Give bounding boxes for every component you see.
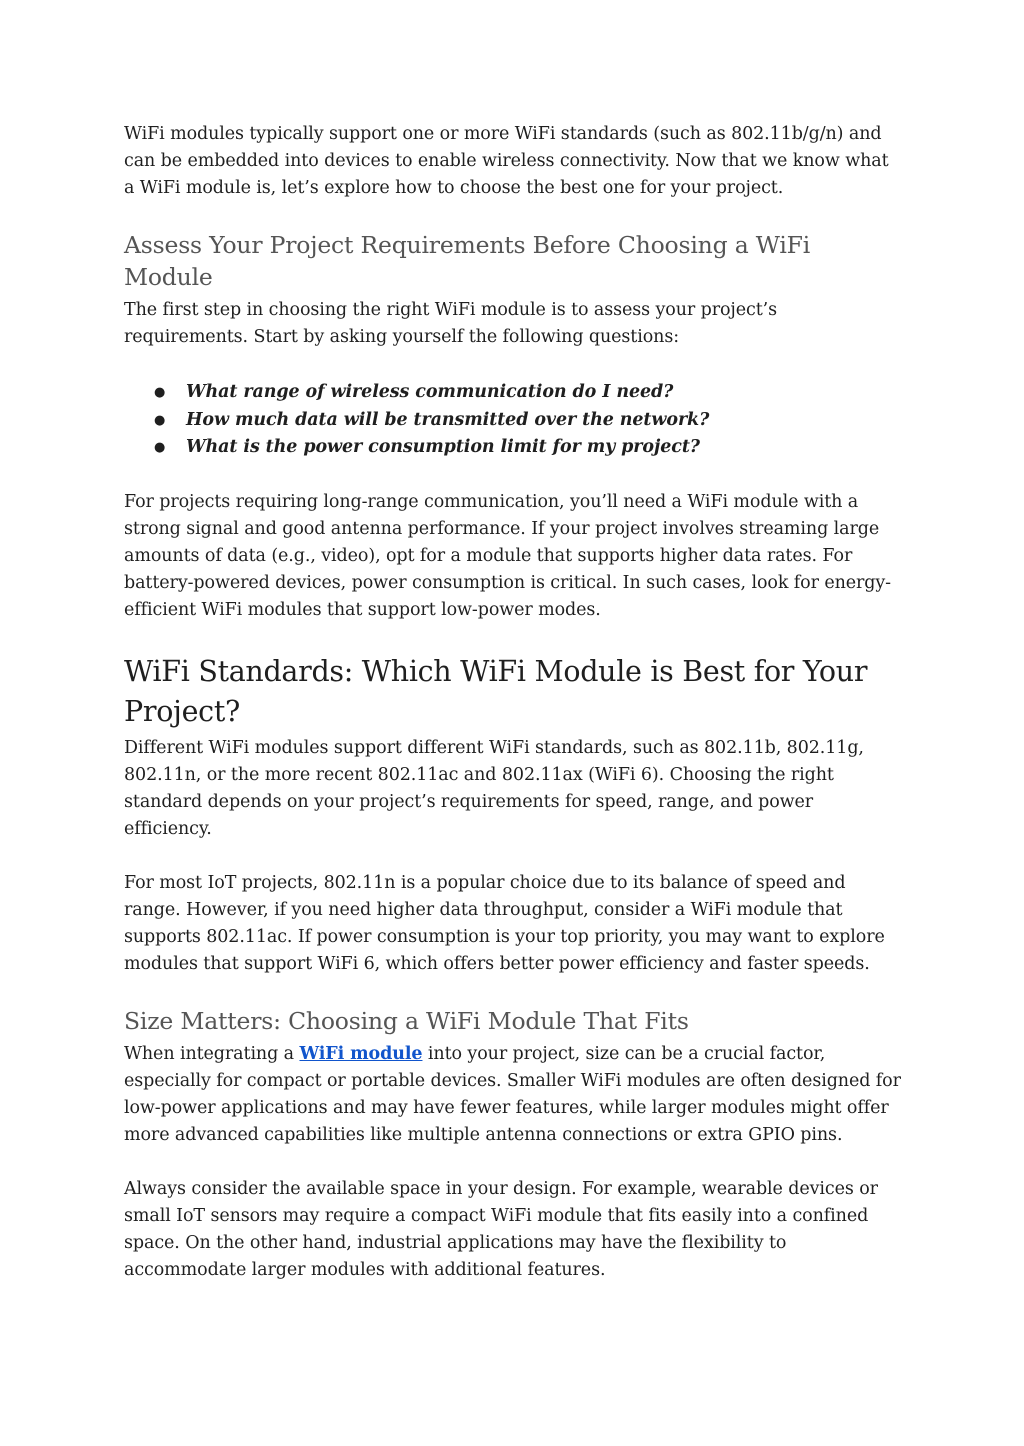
wifi-module-link[interactable]: WiFi module	[299, 1043, 423, 1064]
assess-paragraph: The first step in choosing the right WiFi module is to assess your project’s requirements. Start by asking yourself the following questions:	[124, 300, 777, 347]
bullet-icon: ●	[154, 440, 166, 455]
list-item: ● What range of wireless communication do I need?	[124, 379, 904, 407]
list-item: ● What is the power consumption limit for my project?	[124, 434, 904, 462]
standards-heading: WiFi Standards: Which WiFi Module is Best for Your Project?	[124, 654, 868, 728]
size-paragraph-1: When integrating a WiFi module into your project, size can be a crucial factor, especially for compact or portable devices. Smaller WiFi modules are often designed for low-power applications and may have fewer features, while larger modules might offer more advanced capabilities like multiple antenna connections or extra GPIO pins.	[124, 1043, 901, 1145]
standards-paragraph-2: For most IoT projects, 802.11n is a popular choice due to its balance of speed and range. However, if you need higher data throughput, consider a WiFi module that supports 802.11ac. If power consumption is your top priority, you may want to explore modules that support WiFi 6, which offers better power efficiency and faster speeds.	[124, 872, 885, 974]
document-page	[124, 121, 904, 1284]
size-heading: Size Matters: Choosing a WiFi Module That Fits	[124, 1006, 689, 1035]
bullet-icon: ●	[154, 385, 166, 400]
assess-paragraph-2: For projects requiring long-range communication, you’ll need a WiFi module with a strong signal and good antenna performance. If your project involves streaming large amounts of data (e.g., video), opt for a module that supports higher data rates. For battery-powered devices, power consumption is critical. In such cases, look for energy-efficient WiFi modules that support low-power modes.	[124, 491, 891, 620]
intro-paragraph: WiFi modules typically support one or more WiFi standards (such as 802.11b/g/n) and can be embedded into devices to enable wireless connectivity. Now that we know what a WiFi module is, let’s explore how to choose the best one for your project.	[124, 124, 889, 198]
list-item: ● How much data will be transmitted over the network?	[124, 407, 904, 435]
assess-heading: Assess Your Project Requirements Before Choosing a WiFi Module	[124, 231, 811, 291]
questions-list	[124, 379, 904, 462]
standards-paragraph-1: Different WiFi modules support different WiFi standards, such as 802.11b, 802.11g, 802.11n, or the more recent 802.11ac and 802.11ax (WiFi 6). Choosing the right standard depends on your project’s requirements for speed, range, and power efficiency.	[124, 737, 864, 839]
bullet-icon: ●	[154, 412, 166, 428]
size-paragraph-2: Always consider the available space in your design. For example, wearable devices or small IoT sensors may require a compact WiFi module that fits easily into a confined space. On the other hand, industrial applications may have the flexibility to accommodate larger modules with additional features.	[124, 1178, 878, 1280]
